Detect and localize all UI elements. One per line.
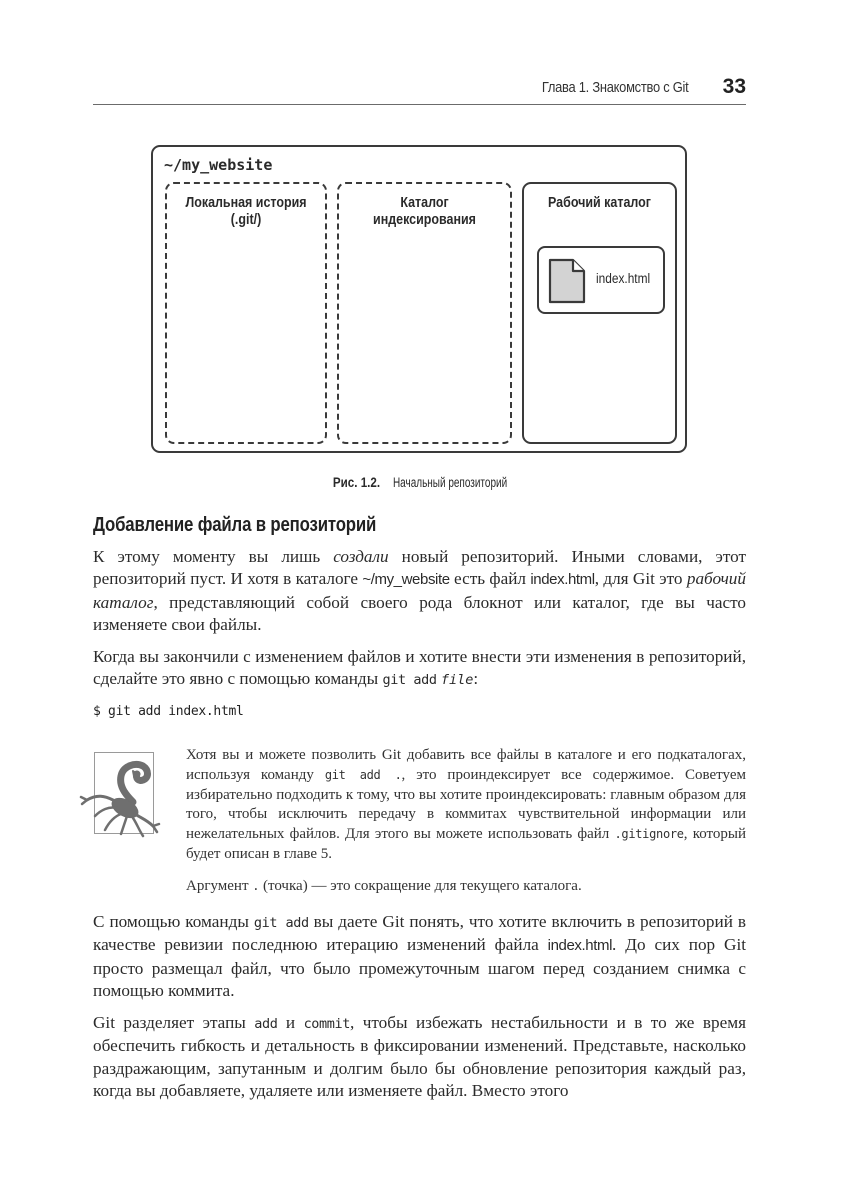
code-inline: commit bbox=[303, 1016, 350, 1032]
panel-title bbox=[178, 195, 314, 229]
paragraph bbox=[93, 911, 746, 1003]
code-placeholder: file bbox=[440, 672, 474, 689]
text-run: и bbox=[277, 1013, 304, 1032]
text-run: Хотя вы и можете позволить Git добавить все файлы в каталоге и его подкаталогах, используя команду bbox=[186, 747, 746, 783]
file-item bbox=[537, 246, 665, 314]
text-run: Git разделяет этапы bbox=[93, 1013, 255, 1032]
text-run: К этому моменту вы лишь bbox=[93, 547, 334, 566]
emphasis: создали bbox=[333, 547, 389, 566]
panel-title: Каталог индексирования bbox=[373, 195, 476, 228]
text-run: (точка) — это сокращение для текущего каталога. bbox=[259, 878, 582, 894]
panel-title-line: (.git/) bbox=[230, 212, 262, 228]
paragraph bbox=[93, 546, 746, 637]
filename-inline: index.html bbox=[530, 571, 595, 589]
paragraph bbox=[93, 646, 746, 692]
text-run: Когда вы закончили с изменением файлов и хотите внести эти изменения в репозиторий, сделайте это явно с помощью команды bbox=[93, 647, 746, 689]
staging-area-panel bbox=[337, 182, 512, 444]
local-history-panel bbox=[165, 182, 327, 444]
scorpion-warning-icon bbox=[75, 760, 175, 840]
filename-inline: index.html bbox=[547, 937, 613, 955]
code-inline: git add bbox=[382, 672, 437, 689]
text-run: , представляющий собой своего рода блокнот или каталог, где вы часто изменяете свои файлы. bbox=[93, 592, 746, 635]
code-block: $ git add index.html bbox=[93, 704, 244, 719]
text-run: новый репозиторий. Иными словами, этот репозиторий пуст. И хотя в каталоге bbox=[93, 547, 746, 589]
code-inline: .gitignore bbox=[614, 827, 684, 842]
caption-label: Рис. 1.2. bbox=[332, 475, 381, 490]
code-inline: add bbox=[254, 1016, 278, 1032]
text-run: есть файл bbox=[449, 569, 531, 589]
text-run: Аргумент bbox=[186, 878, 253, 894]
caption-text: Начальный репозиторий bbox=[392, 475, 507, 490]
note-paragraph bbox=[186, 877, 746, 897]
text-run: : bbox=[473, 669, 479, 689]
file-name: index.html bbox=[596, 271, 651, 286]
panel-title-line: Локальная история bbox=[185, 195, 307, 211]
text-run: . До сих пор Git просто размещал файл, что было промежуточным шагом перед созданием снимка с помощью коммита. bbox=[93, 935, 746, 1001]
note-paragraph bbox=[186, 746, 746, 865]
code-inline: git add bbox=[253, 915, 309, 931]
text-run: С помощью команды bbox=[93, 912, 254, 931]
figure-caption bbox=[0, 475, 849, 490]
file-icon bbox=[547, 257, 587, 305]
section-heading: Добавление файла в репозиторий bbox=[93, 514, 377, 536]
paragraph bbox=[93, 1012, 746, 1103]
code-inline: git add . bbox=[324, 767, 402, 782]
working-directory-panel bbox=[522, 182, 677, 444]
chapter-title: Глава 1. Знакомство с Git bbox=[541, 79, 688, 96]
text-run: , для Git это bbox=[594, 569, 687, 589]
text-run: вы даете Git понять, что хотите включить в репозиторий в качестве ревизии последнюю итерацию изменений файла bbox=[93, 912, 746, 955]
running-header bbox=[93, 74, 746, 105]
text-run: , это проиндексирует все содержимое. Советуем избирательно подходить к тому, что вы хотите проиндексировать: главным образом для того, чтобы исключить передачу в коммитах чувствительной информации или нежелательных файлов. Для этого вы можете использовать файл bbox=[186, 766, 746, 843]
emphasis: рабочий каталог bbox=[93, 569, 746, 612]
root-directory-label: ~/my_website bbox=[164, 156, 273, 174]
text-run: , чтобы избежать нестабильности и в то же время обеспечить гибкость и детальность в фиксировании изменений. Представьте, насколько раздражающим, запутанным и долгим было бы обновление репозитория каждый раз, когда вы добавляете, удаляете или изменяете файл. Вместо этого bbox=[93, 1013, 746, 1101]
text-run: , который будет описан в главе 5. bbox=[186, 826, 746, 862]
path-inline: ~/my_website bbox=[362, 571, 450, 589]
panel-title: Рабочий каталог bbox=[548, 195, 651, 211]
page-number: 33 bbox=[722, 75, 746, 98]
figure-repository-diagram bbox=[151, 145, 687, 453]
code-inline: . bbox=[252, 879, 260, 893]
